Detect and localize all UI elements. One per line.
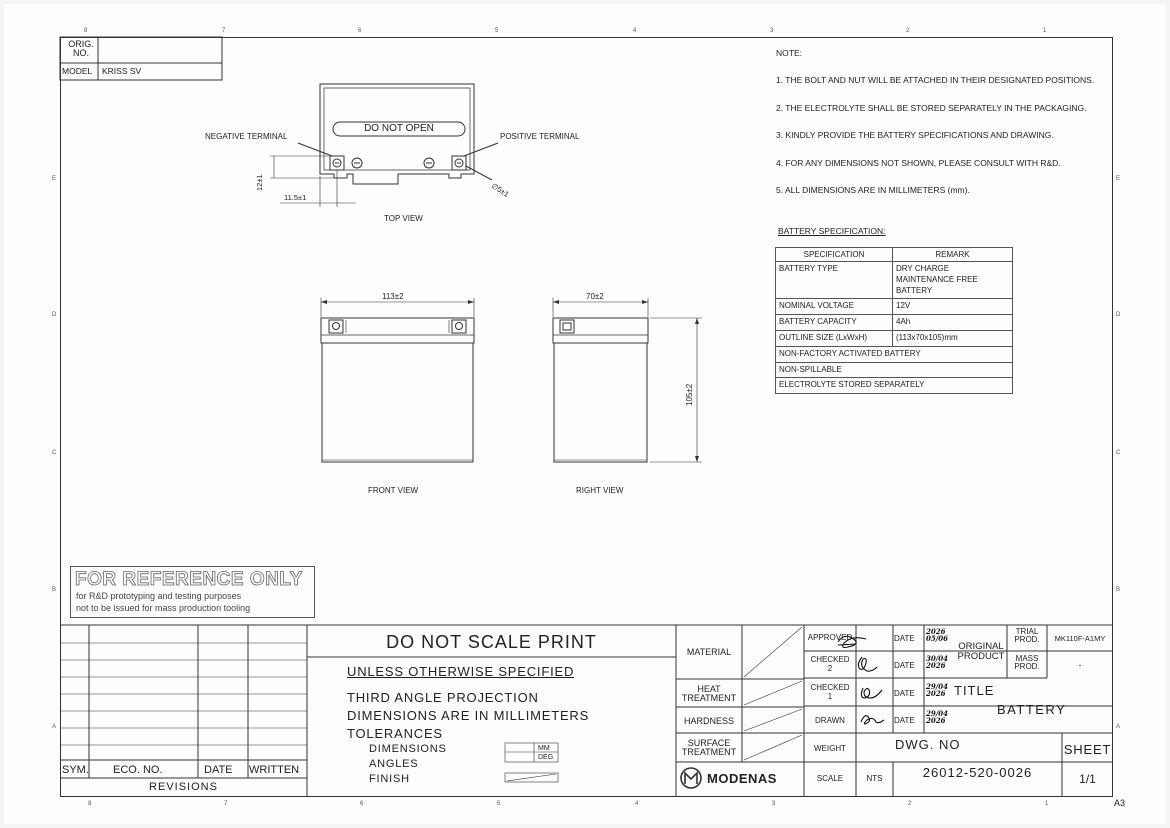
date-approved-handwritten: 2026 05/06 [926, 627, 949, 643]
tolerances-label: TOLERANCES [347, 726, 443, 741]
reference-line-1: for R&D prototyping and testing purposes [76, 591, 242, 601]
reference-line-2: not to be issued for mass production tooling [76, 603, 251, 613]
checked-1-label: CHECKED 1 [810, 683, 850, 701]
material-label: MATERIAL [686, 647, 732, 657]
spec-full-row: ELECTROLYTE STORED SEPARATELY [776, 378, 1013, 394]
revisions-sym: SYM. [62, 764, 89, 776]
zone-top-3: 3 [770, 28, 774, 34]
spec-value: (113x70x105)mm [893, 330, 1013, 346]
zone-top-7: 7 [222, 28, 226, 34]
tolerance-finish: FINISH [369, 773, 410, 785]
paper-size: A3 [1114, 798, 1126, 808]
date-checked1-handwritten: 29/04 2026 [926, 682, 949, 698]
date-label: DATE [894, 689, 915, 698]
mass-prod-label: MASS PROD. [1014, 654, 1040, 671]
modenas-logo: MODENAS [707, 771, 777, 786]
drawn-label: DRAWN [815, 716, 845, 725]
third-angle-projection: THIRD ANGLE PROJECTION [347, 690, 539, 705]
zone-top-2: 2 [906, 28, 910, 34]
spec-value: 4Ah [893, 315, 1013, 331]
revisions-written: WRITTEN [249, 764, 300, 776]
spec-header-remark: REMARK [893, 248, 1013, 262]
spec-value: 12V [893, 299, 1013, 315]
dim-105: 105±2 [685, 383, 694, 406]
spec-header-specification: SPECIFICATION [776, 248, 893, 262]
zone-right-a: A [1116, 724, 1121, 730]
note-item: 1. THE BOLT AND NUT WILL BE ATTACHED IN THEIR DESIGNATED POSITIONS. [776, 75, 1095, 85]
negative-terminal-label: NEGATIVE TERMINAL [205, 132, 288, 141]
dim-11-5: 11.5±1 [284, 193, 307, 202]
model-code: MK110F-A1MY [1054, 634, 1106, 643]
date-label: DATE [894, 716, 915, 725]
reference-stamp [70, 566, 315, 618]
spec-value: DRY CHARGE MAINTENANCE FREE BATTERY [893, 262, 1013, 299]
zone-left-c: C [52, 450, 57, 456]
revisions-label: REVISIONS [149, 781, 218, 793]
tolerance-mm: MM [538, 745, 550, 752]
spec-title: BATTERY SPECIFICATION: [778, 226, 886, 236]
note-item: 5. ALL DIMENSIONS ARE IN MILLIMETERS (mm). [776, 185, 970, 195]
note-item: 3. KINDLY PROVIDE THE BATTERY SPECIFICATIONS AND DRAWING. [776, 130, 1054, 140]
reference-title: FOR REFERENCE ONLY [75, 569, 303, 590]
front-view-label: FRONT VIEW [368, 486, 419, 495]
dwg-no-value: 26012-520-0026 [922, 765, 1033, 780]
approved-label: APPROVED [807, 633, 853, 642]
date-label: DATE [894, 661, 915, 670]
sheet-label: SHEET [1063, 742, 1112, 757]
dim-12: 12±1 [255, 174, 264, 191]
spec-key: BATTERY TYPE [776, 262, 893, 299]
spec-table [775, 247, 1013, 394]
zone-left-d: D [52, 312, 57, 318]
top-view-label: TOP VIEW [384, 214, 423, 223]
title-label: TITLE [954, 683, 995, 698]
date-checked2-handwritten: 30/04 2026 [926, 654, 949, 670]
zone-bottom-4: 4 [635, 801, 639, 807]
note-item: 4. FOR ANY DIMENSIONS NOT SHOWN, PLEASE CONSULT WITH R&D. [776, 158, 1061, 168]
zone-bottom-2: 2 [908, 801, 912, 807]
tolerance-deg: DEG [538, 754, 554, 761]
mass-prod-value: - [1078, 660, 1082, 670]
zone-right-c: C [1116, 450, 1121, 456]
zone-bottom-7: 7 [224, 801, 228, 807]
original-product-label: ORIGINAL PRODUCT [957, 641, 1005, 662]
tolerance-angles: ANGLES [369, 758, 419, 770]
zone-top-8: 8 [84, 28, 88, 34]
zone-bottom-6: 6 [360, 801, 364, 807]
date-drawn-handwritten: 29/04 2026 [926, 709, 949, 725]
zone-right-b: B [1116, 587, 1121, 593]
do-not-open-label: DO NOT OPEN [364, 123, 434, 134]
do-not-scale-print: DO NOT SCALE PRINT [386, 632, 597, 652]
model-value: KRISS SV [102, 66, 142, 76]
zone-bottom-8: 8 [88, 801, 92, 807]
trial-prod-label: TRIAL PROD. [1014, 627, 1040, 644]
zone-right-e: E [1116, 176, 1121, 182]
zone-bottom-3: 3 [772, 801, 776, 807]
spec-full-row: NON-FACTORY ACTIVATED BATTERY [776, 346, 1013, 362]
notes-heading: NOTE: [776, 48, 802, 58]
title-value: BATTERY [997, 702, 1067, 717]
orig-no-label: ORIG. NO. [68, 39, 94, 59]
spec-key: BATTERY CAPACITY [776, 315, 893, 331]
checked-2-label: CHECKED 2 [810, 655, 850, 673]
weight-label: WEIGHT [814, 744, 846, 753]
spec-key: NOMINAL VOLTAGE [776, 299, 893, 315]
revisions-date: DATE [204, 764, 233, 776]
note-item: 2. THE ELECTROLYTE SHALL BE STORED SEPARATELY IN THE PACKAGING. [776, 103, 1087, 113]
surface-treatment-label: SURFACE TREATMENT [681, 738, 737, 757]
sheet-value: 1/1 [1079, 772, 1096, 786]
dimensions-in-mm: DIMENSIONS ARE IN MILLIMETERS [347, 708, 590, 723]
dim-70: 70±2 [586, 292, 604, 301]
right-view-label: RIGHT VIEW [576, 486, 624, 495]
revisions-eco: ECO. NO. [113, 764, 163, 776]
zone-left-e: E [52, 176, 57, 182]
model-label: MODEL [62, 66, 93, 76]
zone-left-b: B [52, 587, 57, 593]
zone-top-5: 5 [495, 28, 499, 34]
tolerance-dimensions: DIMENSIONS [369, 743, 447, 755]
dim-113: 113±2 [382, 292, 404, 301]
zone-right-d: D [1116, 312, 1121, 318]
positive-terminal-label: POSITIVE TERMINAL [500, 132, 580, 141]
spec-full-row: NON-SPILLABLE [776, 362, 1013, 378]
zone-bottom-5: 5 [497, 801, 501, 807]
zone-top-4: 4 [633, 28, 637, 34]
zone-top-1: 1 [1043, 28, 1047, 34]
date-label: DATE [894, 634, 915, 643]
dim-phi-5: ∅5±1 [489, 181, 511, 199]
zone-left-a: A [52, 724, 57, 730]
zone-bottom-1: 1 [1045, 801, 1049, 807]
scale-value: NTS [866, 774, 883, 783]
hardness-label: HARDNESS [683, 716, 734, 726]
spec-key: OUTLINE SIZE (LxWxH) [776, 330, 893, 346]
dwg-no-label: DWG. NO [895, 737, 961, 752]
zone-top-6: 6 [358, 28, 362, 34]
unless-otherwise-specified: UNLESS OTHERWISE SPECIFIED [347, 664, 575, 679]
heat-treatment-label: HEAT TREATMENT [681, 684, 737, 703]
scale-label: SCALE [816, 774, 844, 783]
